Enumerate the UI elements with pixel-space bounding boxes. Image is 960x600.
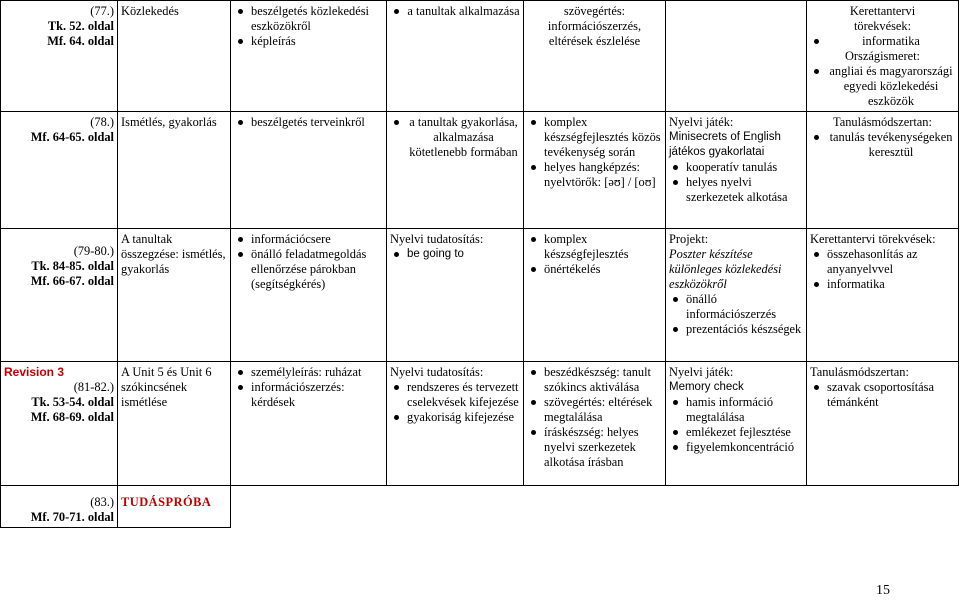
list-item: komplex készségfejlesztés közös tevékenység során: [544, 115, 661, 159]
goal-cell: [387, 1, 524, 112]
extra-cell: [666, 362, 807, 486]
activity-cell: [231, 1, 387, 112]
lesson-cell: [1, 1, 118, 112]
cell-heading: Kerettantervi: [849, 4, 916, 18]
list-item: prezentációs készségek: [686, 322, 802, 336]
table-row: [1, 486, 959, 528]
skills-cell: [524, 1, 666, 112]
topic-text: Ismétlés, gyakorlás: [121, 115, 217, 129]
cell-heading: Projekt:: [669, 232, 709, 246]
list-item: beszélgetés közlekedési eszközökről: [251, 4, 383, 34]
list-item: összehasonlítás az anyanyelvvel: [827, 247, 955, 277]
topic-text: A Unit 5 és Unit 6 szókincsének ismétlése: [121, 365, 212, 409]
revision-label: Revision 3: [4, 365, 65, 379]
lesson-number: (78.): [90, 115, 114, 129]
list-item: önálló információszerzés: [686, 292, 803, 322]
list-item: gyakoriság kifejezése: [407, 410, 520, 425]
table-row: [1, 112, 959, 229]
list-item: helyes hangképzés: nyelvtörők: [əʊ] / [oʊ]: [544, 160, 662, 190]
page-ref: Tk. 53-54. oldal: [31, 395, 114, 409]
empty-cell: [807, 486, 959, 528]
list-item: beszédkészség: tanult szókincs aktiválása: [544, 365, 662, 395]
page-ref: Tk. 52. oldal: [47, 19, 114, 33]
list-item: önértékelés: [544, 262, 662, 277]
page-ref: Mf. 66-67. oldal: [30, 274, 114, 288]
cell-text: Memory check: [669, 381, 744, 393]
topic-cell: [118, 362, 231, 486]
cell-heading: Tanulásmódszertan:: [810, 365, 909, 379]
extra-cell: [666, 229, 807, 362]
cell-heading: Országismeret:: [844, 49, 920, 63]
lesson-number: (83.): [90, 495, 114, 509]
list-item: hamis információ megtalálása: [686, 395, 803, 425]
topic-text: A tanultak összegzése: ismétlés, gyakorlás: [121, 232, 226, 276]
list-item: szövegértés: eltérések megtalálása: [544, 395, 662, 425]
goal-cell: [387, 229, 524, 362]
list-item: be going to: [407, 247, 520, 262]
cell-text: Poszter készítése különleges közlekedési eszközökről: [669, 247, 782, 291]
list-item: a tanultak gyakorlása, alkalmazása kötetlenebb formában: [407, 115, 520, 160]
table-row: [1, 229, 959, 362]
topic-cell: [118, 486, 231, 528]
page-number: 15: [876, 583, 890, 598]
skills-line: szövegértés:: [563, 4, 626, 18]
list-item: információcsere: [251, 232, 383, 247]
list-item: beszélgetés terveinkről: [251, 115, 383, 130]
lesson-number: (81-82.): [73, 380, 114, 394]
empty-cell: [231, 486, 387, 528]
skills-cell: [524, 362, 666, 486]
empty-cell: [666, 486, 807, 528]
curriculum-cell: [807, 1, 959, 112]
cell-heading: Nyelvi tudatosítás:: [390, 365, 484, 379]
topic-cell: [118, 229, 231, 362]
list-item: komplex készségfejlesztés: [544, 232, 662, 262]
cell-heading: Kerettantervi törekvések:: [810, 232, 936, 246]
skills-cell: [524, 112, 666, 229]
lesson-cell: [1, 486, 118, 528]
page-ref: Tk. 84-85. oldal: [31, 259, 114, 273]
page-ref: Mf. 64. oldal: [47, 34, 114, 48]
cell-text: Minisecrets of English játékos gyakorlatai: [669, 131, 781, 158]
list-item: angliai és magyarországi egyedi közlekedési eszközök: [827, 64, 955, 109]
page-ref: Mf. 68-69. oldal: [30, 410, 114, 424]
lesson-cell: [1, 112, 118, 229]
cell-heading: Nyelvi tudatosítás:: [390, 232, 484, 246]
list-item: képleírás: [251, 34, 383, 49]
skills-cell: [524, 229, 666, 362]
table-row: [1, 362, 959, 486]
list-item: a tanultak alkalmazása: [407, 4, 520, 18]
lesson-number: (77.): [90, 4, 114, 18]
skills-line: eltérések észlelése: [548, 34, 641, 48]
cell-heading: Nyelvi játék:: [669, 365, 734, 379]
list-item: rendszeres és tervezett cselekvések kifejezése: [407, 380, 519, 409]
topic-text: Közlekedés: [121, 4, 179, 18]
page-ref: Mf. 70-71. oldal: [30, 510, 114, 524]
list-item: informatika: [827, 34, 955, 49]
list-item: helyes nyelvi szerkezetek alkotása: [686, 175, 803, 205]
extra-cell: [666, 112, 807, 229]
list-item: információszerzés: kérdések: [251, 380, 383, 410]
list-item: szavak csoportosítása témánként: [827, 380, 955, 410]
empty-cell: [387, 486, 524, 528]
empty-cell: [524, 486, 666, 528]
test-title: TUDÁSPRÓBA: [121, 495, 212, 509]
list-item: informatika: [827, 277, 955, 292]
lesson-cell: [1, 229, 118, 362]
activity-cell: [231, 229, 387, 362]
list-item: kooperatív tanulás: [686, 160, 803, 175]
cell-heading: Nyelvi játék:: [669, 115, 734, 129]
goal-cell: [387, 362, 524, 486]
list-item: önálló feladatmegoldás ellenőrzése párokban (segítségkérés): [251, 247, 383, 292]
list-item: tanulás tevékenységeken keresztül: [827, 130, 955, 160]
skills-line: információszerzés,: [547, 19, 642, 33]
lesson-number: (79-80.): [73, 244, 114, 258]
goal-cell: [387, 112, 524, 229]
curriculum-cell: [807, 112, 959, 229]
activity-cell: [231, 362, 387, 486]
lesson-cell: [1, 362, 118, 486]
curriculum-cell: [807, 229, 959, 362]
list-item: figyelemkoncentráció: [686, 440, 803, 455]
page-ref: Mf. 64-65. oldal: [30, 130, 114, 144]
table-row: [1, 1, 959, 112]
activity-cell: [231, 112, 387, 229]
extra-cell: [666, 1, 807, 112]
curriculum-cell: [807, 362, 959, 486]
topic-cell: [118, 112, 231, 229]
list-item: személyleírás: ruházat: [251, 365, 383, 380]
topic-cell: [118, 1, 231, 112]
cell-heading: törekvések:: [853, 19, 912, 33]
list-item: emlékezet fejlesztése: [686, 425, 803, 440]
list-item: íráskészség: helyes nyelvi szerkezetek alkotása írásban: [544, 425, 662, 470]
cell-heading: Tanulásmódszertan:: [833, 115, 932, 129]
